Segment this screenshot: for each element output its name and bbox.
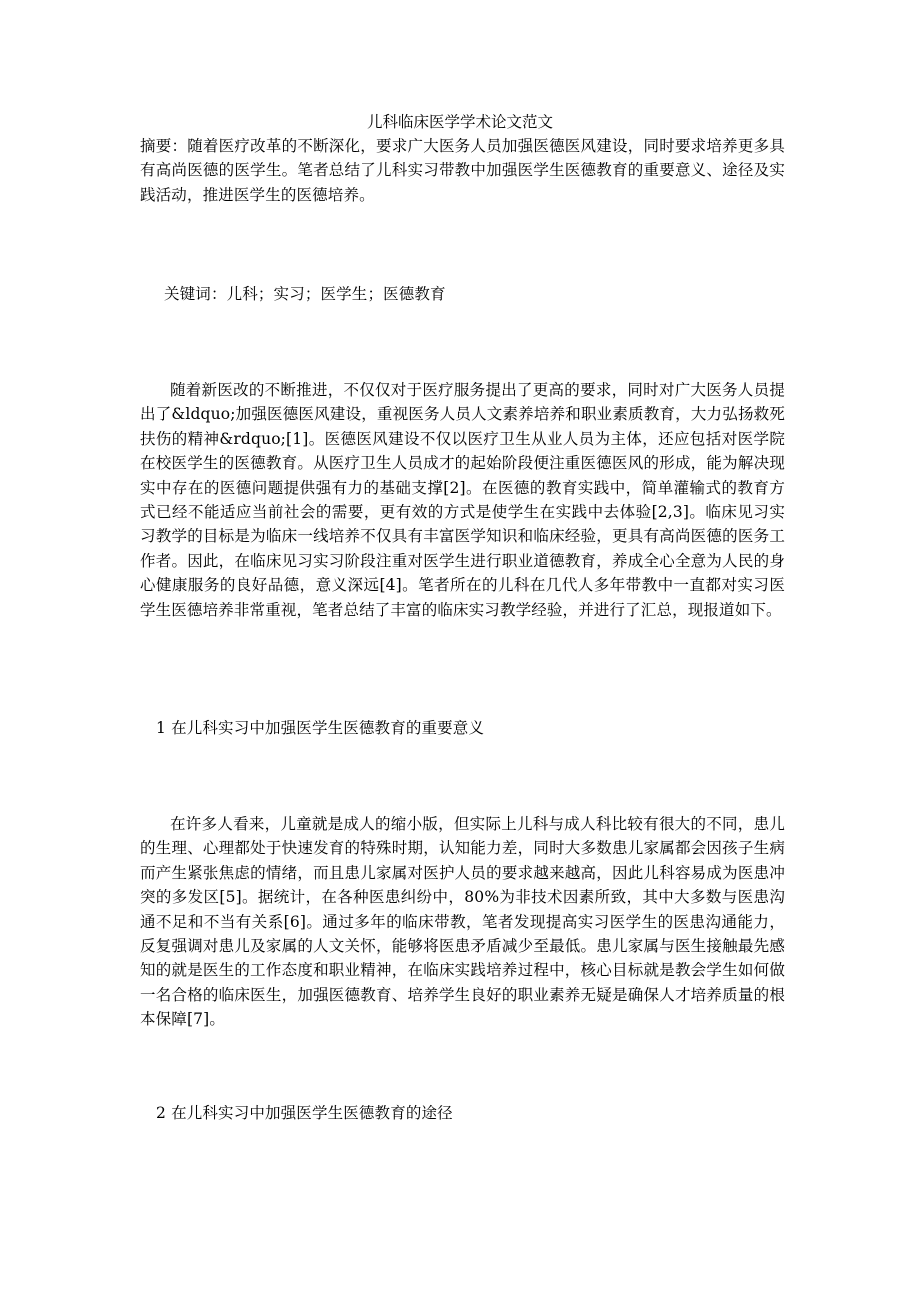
body-paragraph-1: 随着新医改的不断推进，不仅仅对于医疗服务提出了更高的要求，同时对广大医务人员提出了&ldquo;加强医德医风建设，重视医务人员人文素养培养和职业素质教育，大力弘扬救死扶伤的精神&rdquo;[1]。医德医风建设不仅以医疗卫生从业人员为主体，还应包括对医学院在校医学生的医德教育。从医疗卫生人员成才的起始阶段便注重医德医风的形成，能为解决现实中存在的医德问题提供强有力的基础支撑[2]。在医德的教育实践中，简单灌输式的教育方式已经不能适应当前社会的需要，更有效的方式是使学生在实践中去体验[2,3]。临床见习实习教学的目标是为临床一线培养不仅具有丰富医学知识和临床经验，更具有高尚医德的医务工作者。因此，在临床见习实习阶段注重对医学生进行职业道德教育，养成全心全意为人民的身心健康服务的良好品德，意义深远[4]。笔者所在的儿科在几代人多年带教中一直都对实习医学生医德培养非常重视，笔者总结了丰富的临床实习教学经验，并进行了汇总，现报道如下。: [140, 381, 785, 619]
document-title: 儿科临床医学学术论文范文: [366, 113, 553, 131]
abstract-paragraph: 摘要：随着医疗改革的不断深化，要求广大医务人员加强医德医风建设，同时要求培养更多具有高尚医德的医学生。笔者总结了儿科实习带教中加强医学生医德教育的重要意义、途径及实践活动，推进医学生的医德培养。: [140, 137, 785, 204]
body-paragraph-2: 在许多人看来，儿童就是成人的缩小版，但实际上儿科与成人科比较有很大的不同，患儿的生理、心理都处于快速发育的特殊时期，认知能力差，同时大多数患儿家属都会因孩子生病而产生紧张焦虑的情绪，而且患儿家属对医护人员的要求越来越高，因此儿科容易成为医患冲突的多发区[5]。据统计，在各种医患纠纷中，80%为非技术因素所致，其中大多数与医患沟通不足和不当有关系[6]。通过多年的临床带教，笔者发现提高实习医学生的医患沟通能力，反复强调对患儿及家属的人文关怀，能够将医患矛盾减少至最低。患儿家属与医生接触最先感知的就是医生的工作态度和职业精神，在临床实践培养过程中，核心目标就是教会学生如何做一名合格的临床医生，加强医德教育、培养学生良好的职业素养无疑是确保人才培养质量的根本保障[7]。: [140, 815, 785, 1029]
section-heading-2: 2 在儿科实习中加强医学生医德教育的途径: [156, 1104, 453, 1122]
section-heading-1: 1 在儿科实习中加强医学生医德教育的重要意义: [156, 719, 485, 737]
keywords-line: 关键词：儿科；实习；医学生；医德教育: [164, 285, 446, 303]
